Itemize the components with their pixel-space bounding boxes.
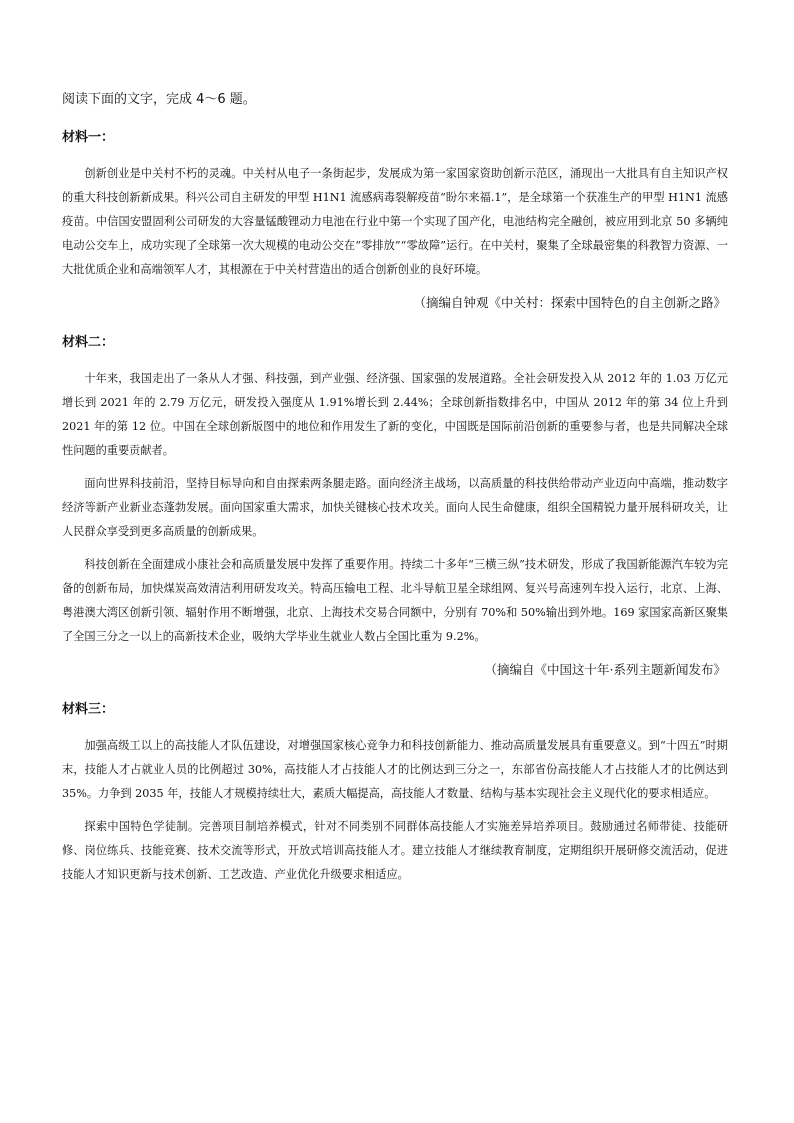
- material-three: [62, 698, 728, 887]
- material-two-heading: 材料二：: [62, 335, 115, 350]
- material-one: [62, 126, 728, 315]
- instruction-text: 阅读下面的文字，完成 4～6 题。: [62, 92, 256, 107]
- material-one-heading: 材料一：: [62, 130, 115, 145]
- material-two-paragraph-3: 科技创新在全面建成小康社会和高质量发展中发挥了重要作用。持续二十多年“三横三纵”技术研发，形成了我国新能源汽车较为完备的创新布局，加快煤炭高效清洁利用研发攻关。特高压输电工程、北斗导航卫星全球组网、复兴号高速列车投入运行，北京、上海、粤港澳大湾区创新引领、辐射作用不断增强，北京、上海技术交易合同额中，分别有 70%和 50%输出到外地。169 家国家高新区聚集了全国三分之一以上的高新技术企业，吸纳大学毕业生就业人数占全国比重为 9.2%。: [62, 558, 728, 643]
- material-one-paragraph: 创新创业是中关村不朽的灵魂。中关村从电子一条街起步，发展成为第一家国家资助创新示范区，涌现出一大批具有自主知识产权的重大科技创新新成果。科兴公司自主研发的甲型 H1N1 流感病毒裂解疫苗“盼尔来福.1”，是全球第一个获准生产的甲型 H1N1 流感疫苗。中信国安盟固利公司研发的大容量锰酸锂动力电池在行业中第一个实现了国产化，电池结构完全融创，被应用到北京 50 多辆纯电动公交车上，成功实现了全球第一次大规模的电动公交在“零排放”“零故障”运行。在中关村，聚集了全球最密集的科教智力资源、一大批优质企业和高端领军人才，其根源在于中关村营造出的适合创新创业的良好环境。: [62, 167, 728, 276]
- material-three-heading: 材料三：: [62, 702, 115, 717]
- material-two-source: （摘编自《中国这十年·系列主题新闻发布》: [484, 662, 726, 677]
- material-three-paragraph-2: 探索中国特色学徒制。完善项目制培养模式，针对不同类别不同群体高技能人才实施差异培养项目。鼓励通过名师带徒、技能研修、岗位练兵、技能竞赛、技术交流等形式，开放式培训高技能人才。建立技能人才继续教育制度，定期组织开展研修交流活动，促进技能人才知识更新与技术创新、工艺改造、产业优化升级要求相适应。: [62, 820, 728, 881]
- material-one-source: （摘编自钟观《中关村：探索中国特色的自主创新之路》: [413, 295, 726, 310]
- material-two-paragraph-1: 十年来，我国走出了一条从人才强、科技强，到产业强、经济强、国家强的发展道路。全社会研发投入从 2012 年的 1.03 万亿元增长到 2021 年的 2.79 万亿元，研发投入强度从 1.91%增长到 2.44%；全球创新指数排名中，中国从 2012 年的第 34 位上升到 2021 年的第 12 位。中国在全球创新版图中的地位和作用发生了新的变化，中国既是国际前沿创新的重要参与者，也是共同解决全球性问题的重要贡献者。: [62, 372, 728, 457]
- document-page: [62, 88, 728, 896]
- material-two: [62, 331, 728, 682]
- material-two-paragraph-2: 面向世界科技前沿，坚持目标导向和自由探索两条腿走路。面向经济主战场，以高质量的科技供给带动产业迈向中高端，推动数字经济等新产业新业态蓬勃发展。面向国家重大需求，加快关键核心技术攻关。面向人民生命健康，组织全国精锐力量开展科研攻关，让人民群众享受到更多高质量的创新成果。: [62, 477, 728, 538]
- material-three-paragraph-1: 加强高级工以上的高技能人才队伍建设，对增强国家核心竞争力和科技创新能力、推动高质量发展具有重要意义。到“十四五”时期末，技能人才占就业人员的比例超过 30%，高技能人才占技能人才的比例达到三分之一，东部省份高技能人才占技能人才的比例达到 35%。力争到 2035 年，技能人才规模持续壮大，素质大幅提高，高技能人才数量、结构与基本实现社会主义现代化的要求相适应。: [62, 739, 728, 800]
